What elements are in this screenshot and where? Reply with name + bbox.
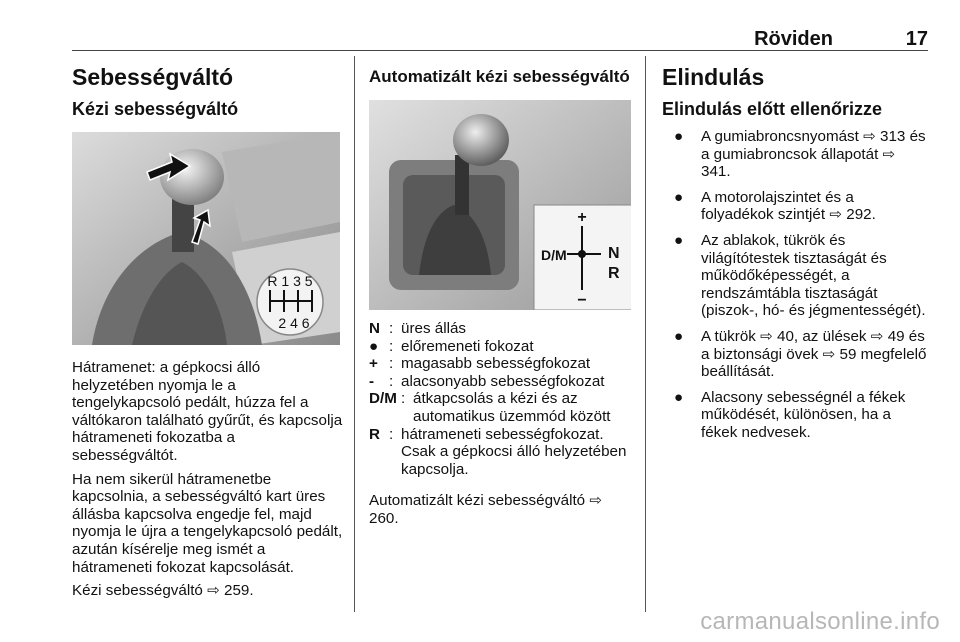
- bullet-icon: ●: [674, 128, 684, 145]
- checklist: [662, 128, 928, 442]
- column-divider-1: [354, 56, 355, 612]
- page-header: [72, 28, 928, 48]
- shift-dm: D/M: [541, 247, 567, 263]
- definition-key: -: [369, 372, 375, 390]
- heading-before-starting: Elindulás előtt ellenőrizze: [662, 99, 883, 119]
- definition-key: ●: [369, 337, 379, 355]
- definition-value: üres állás: [401, 320, 466, 337]
- manual-shifter-illustration: [72, 132, 340, 345]
- definition-value: hátrameneti sebességfokozat. Csak a gépkocsi álló helyzetében kapcsolja.: [401, 425, 627, 478]
- definition-key: +: [369, 355, 378, 373]
- page-number: 17: [905, 28, 928, 50]
- shift-pattern-bottom: 2 4 6: [278, 315, 310, 331]
- paragraph-reverse-retry: Ha nem sikerül hátramenetbe kapcsolnia, a sebességváltó kart üres állásba kapcsolva engedje fel, majd nyomja le újra a tengelykapcsoló pedált, azután kísérelje meg ismét a hátrameneti fokozat kapcsolását.: [72, 470, 343, 576]
- definition-value: előremeneti fokozat: [401, 337, 534, 355]
- section-title: Röviden: [754, 28, 833, 50]
- shift-minus: −: [577, 292, 587, 309]
- shift-pattern-top: R 1 3 5: [267, 273, 313, 289]
- definition-row: + : magasabb sebességfokozat: [369, 355, 634, 373]
- list-item: ● Az ablakok, tükrök és világítótestek tisztaságát és működőképességét, a rendszámtábla tisztaságát (piszok-, hó- és jégmentességét).: [674, 231, 926, 320]
- column-starting: [662, 58, 928, 450]
- shift-plus: +: [577, 209, 587, 226]
- definition-key: N: [369, 320, 380, 337]
- list-item: ● A motorolajszintet és a folyadékok szintjét ⇨ 292.: [674, 188, 876, 224]
- definition-row: N : üres állás: [369, 320, 634, 338]
- shift-r: R: [608, 265, 620, 282]
- paragraph-manual-ref: Kézi sebességváltó ⇨ 259.: [72, 582, 254, 600]
- heading-starting: Elindulás: [662, 64, 765, 90]
- definition-value: magasabb sebességfokozat: [401, 355, 591, 373]
- shift-definitions: [369, 320, 634, 478]
- definition-key: R: [369, 425, 380, 443]
- heading-automated-gearbox: Automatizált kézi sebességváltó: [369, 67, 630, 86]
- list-item: ● A tükrök ⇨ 40, az ülések ⇨ 49 és a biztonsági övek ⇨ 59 megfelelő beállítását.: [674, 327, 927, 381]
- bullet-icon: ●: [674, 327, 684, 345]
- automated-shifter-illustration: [369, 100, 631, 310]
- definition-row: D/M : átkapcsolás a kézi és az automatikus üzemmód között: [369, 390, 634, 425]
- shift-n: N: [608, 245, 620, 262]
- bullet-icon: ●: [674, 231, 684, 249]
- watermark: carmanualsonline.info: [700, 608, 940, 635]
- column-automated-gearbox: [369, 58, 634, 534]
- paragraph-reverse: Hátramenet: a gépkocsi álló helyzetében nyomja le a tengelykapcsoló pedált, húzza fel a váltókaron található gyűrűt, és kapcsolja hátrameneti fokozatba a sebességváltót.: [72, 359, 343, 464]
- column-manual-gearbox: [72, 58, 344, 606]
- header-rule: [72, 50, 928, 51]
- list-item: ● A gumiabroncsnyomást ⇨ 313 és a gumiabroncsok állapotát ⇨ 341.: [674, 128, 926, 181]
- list-item: ● Alacsony sebességnél a fékek működését, különösen, ha a fékek nedvesek.: [674, 388, 906, 441]
- definition-value: átkapcsolás a kézi és az automatikus üzemmód között: [413, 390, 611, 425]
- heading-manual-gearbox: Kézi sebességváltó: [72, 99, 239, 119]
- definition-value: alacsonyabb sebességfokozat: [401, 372, 605, 390]
- definition-row: - : alacsonyabb sebességfokozat: [369, 373, 634, 391]
- figure-automated-shifter: [369, 100, 631, 310]
- definition-row: ● : előremeneti fokozat: [369, 338, 634, 356]
- heading-gearbox: Sebességváltó: [72, 64, 234, 90]
- bullet-icon: ●: [674, 388, 684, 406]
- bullet-icon: ●: [674, 188, 684, 206]
- definition-key: D/M: [369, 390, 397, 408]
- column-divider-2: [645, 56, 646, 612]
- paragraph-automated-ref: Automatizált kézi sebességváltó ⇨ 260.: [369, 492, 603, 527]
- definition-row: R : hátrameneti sebességfokozat. Csak a gépkocsi álló helyzetében kapcsolja.: [369, 426, 634, 479]
- figure-manual-shifter: [72, 132, 340, 345]
